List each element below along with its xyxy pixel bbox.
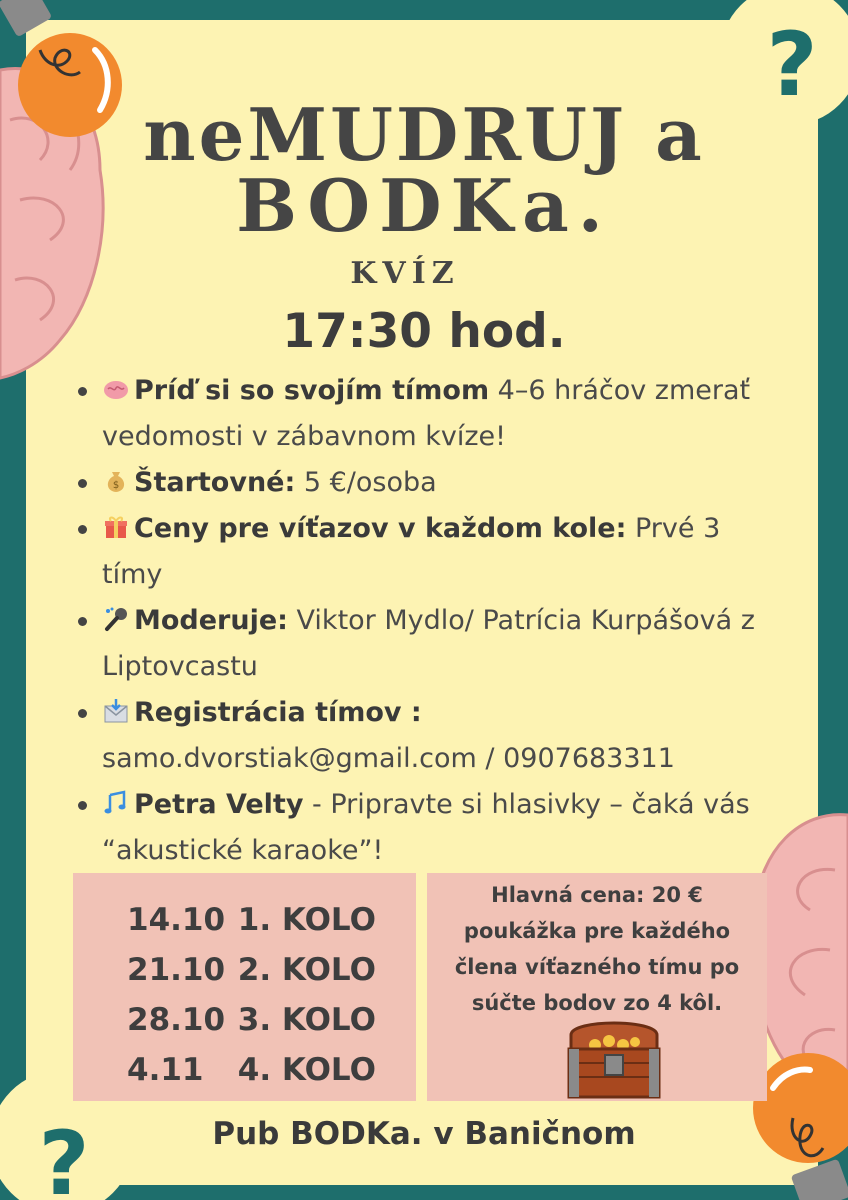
subtitle: KVÍZ xyxy=(350,256,460,291)
svg-text:$: $ xyxy=(112,480,120,491)
round-item: 14.10 1. KOLO xyxy=(127,902,376,938)
list-item: Petra Velty - Pripravte si hlasivky – čaká vás “akustické karaoke”! xyxy=(78,782,768,874)
list-item: Príď si so svojím tímom 4–6 hráčov zmerať vedomosti v zábavnom kvíze! xyxy=(78,368,768,460)
list-item: $ Štartovné: 5 €/osoba xyxy=(78,460,768,506)
money-bag-icon xyxy=(102,467,130,495)
title-line-1: neMUDRUJ a xyxy=(143,92,705,177)
microphone-icon xyxy=(102,605,130,633)
rounds-box xyxy=(73,873,416,1101)
venue-footer: Pub BODKa. v Baničnom xyxy=(212,1116,636,1152)
list-item: Moderuje: Viktor Mydlo/ Patrícia Kurpášová z Liptovcastu xyxy=(78,598,768,690)
title-line-2: BODKa. xyxy=(236,163,612,248)
envelope-icon xyxy=(102,697,130,725)
music-notes-icon xyxy=(102,789,130,817)
prize-box xyxy=(427,873,767,1101)
list-item: Registrácia tímov : samo.dvorstiak@gmail.com / 0907683311 xyxy=(78,690,768,782)
round-item: 28.10 3. KOLO xyxy=(127,1002,376,1038)
gift-icon xyxy=(102,513,130,541)
info-list xyxy=(78,368,768,874)
svg-text:?: ? xyxy=(766,13,818,116)
list-item: Ceny pre víťazov v každom kole: Prvé 3 tímy xyxy=(78,506,768,598)
round-item: 4.11 4. KOLO xyxy=(127,1052,376,1088)
treasure-chest-icon xyxy=(565,1015,663,1101)
prize-text: Hlavná cena: 20 € poukážka pre každého člena víťazného tímu po súčte bodov zo 4 kôl. xyxy=(454,883,740,1015)
round-item: 21.10 2. KOLO xyxy=(127,952,376,988)
event-time: 17:30 hod. xyxy=(282,304,566,359)
svg-text:?: ? xyxy=(38,1112,90,1200)
brain-icon xyxy=(102,375,130,403)
